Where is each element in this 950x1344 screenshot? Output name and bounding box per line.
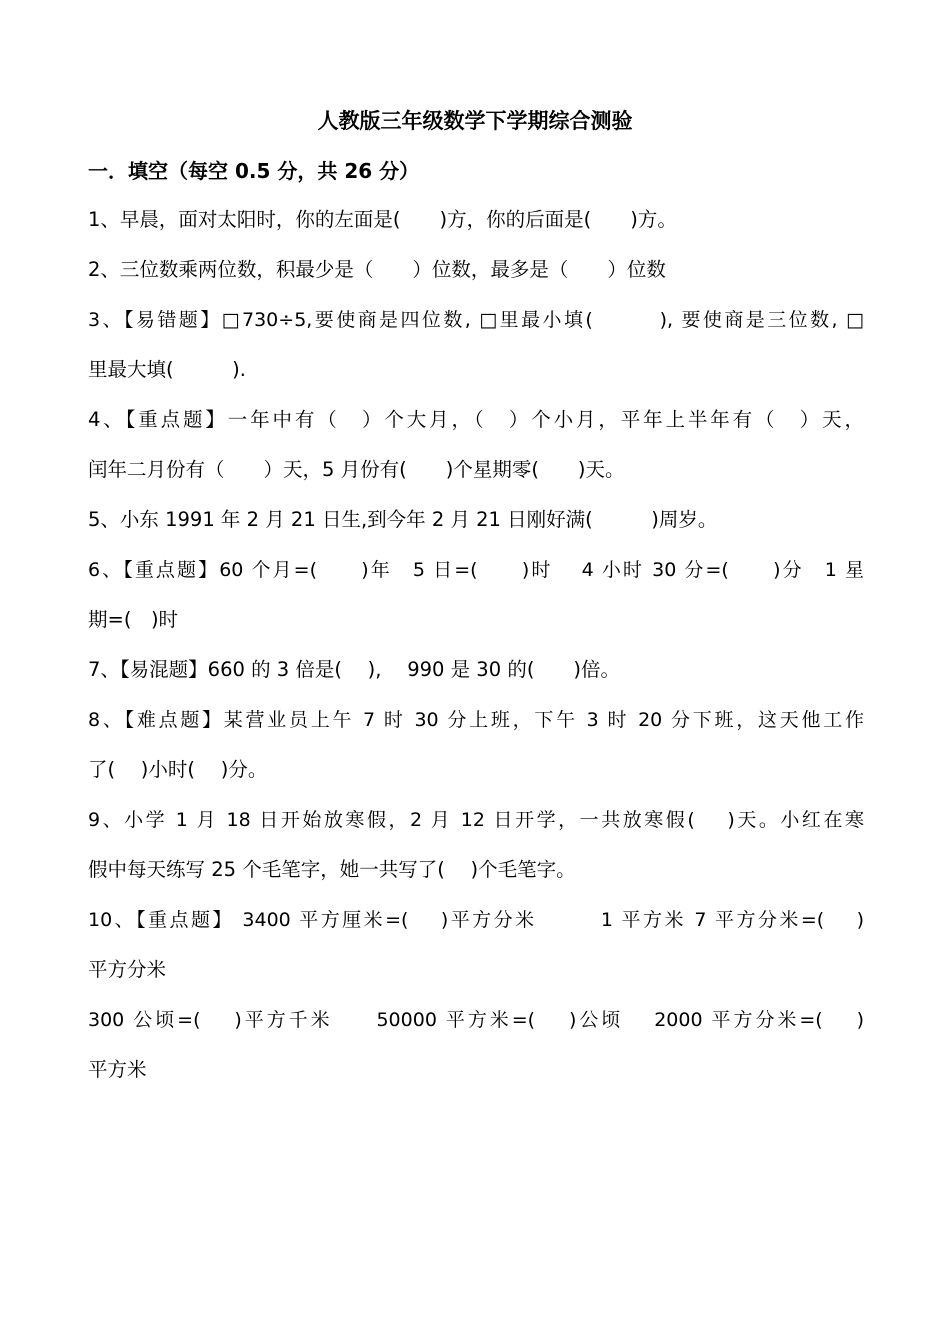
question-10-line-2: 平方分米: [88, 958, 167, 981]
question-10-line-3: 300 公顷=( )平方千米 50000 平方米=( )公顷 2000 平方分米=( ): [88, 1009, 864, 1031]
question-1-line-1: 1、早晨，面对太阳时，你的左面是( )方，你的后面是( )方。: [88, 208, 677, 231]
question-8-line-1: 8、【难点题】某营业员上午 7 时 30 分上班，下午 3 时 20 分下班，这天他工作: [88, 709, 864, 731]
question-8-line-2: 了( )小时( )分。: [88, 758, 268, 781]
section-heading-fill-in: 一．填空（每空 0.5 分，共 26 分）: [88, 159, 420, 183]
question-6-line-2: 期=( )时: [88, 608, 179, 631]
question-9-line-1: 9、小学 1 月 18 日开始放寒假，2 月 12 日开学，一共放寒假( )天。小红在寒: [88, 809, 864, 831]
question-7-line-1: 7、【易混题】660 的 3 倍是( ), 990 是 30 的( )倍。: [88, 658, 621, 681]
document-title: 人教版三年级数学下学期综合测验: [317, 109, 633, 133]
question-6-line-1: 6、【重点题】60 个月=( )年 5 日=( )时 4 小时 30 分=( )分 1 星: [88, 559, 864, 581]
question-4-line-1: 4、【重点题】一年中有（ ）个大月，（ ）个小月，平年上半年有（ ）天，: [88, 408, 864, 431]
question-4-line-2: 闰年二月份有（ ）天，5 月份有( )个星期零( )天。: [88, 458, 625, 481]
question-3-line-2: 里最大填( ).: [88, 358, 246, 381]
question-5-line-1: 5、小东 1991 年 2 月 21 日生,到今年 2 月 21 日刚好满( )周岁。: [88, 508, 718, 531]
question-10-line-4: 平方米: [88, 1058, 147, 1081]
question-9-line-2: 假中每天练写 25 个毛笔字，她一共写了( )个毛笔字。: [88, 858, 576, 881]
question-10-line-1: 10、【重点题】 3400 平方厘米=( )平方分米 1 平方米 7 平方分米=( ): [88, 909, 864, 931]
question-3-line-1: 3、【易错题】□730÷5,要使商是四位数, □里最小填( ), 要使商是三位数, □: [88, 309, 864, 331]
question-2-line-1: 2、三位数乘两位数，积最少是（ ）位数，最多是（ ）位数: [88, 258, 666, 281]
